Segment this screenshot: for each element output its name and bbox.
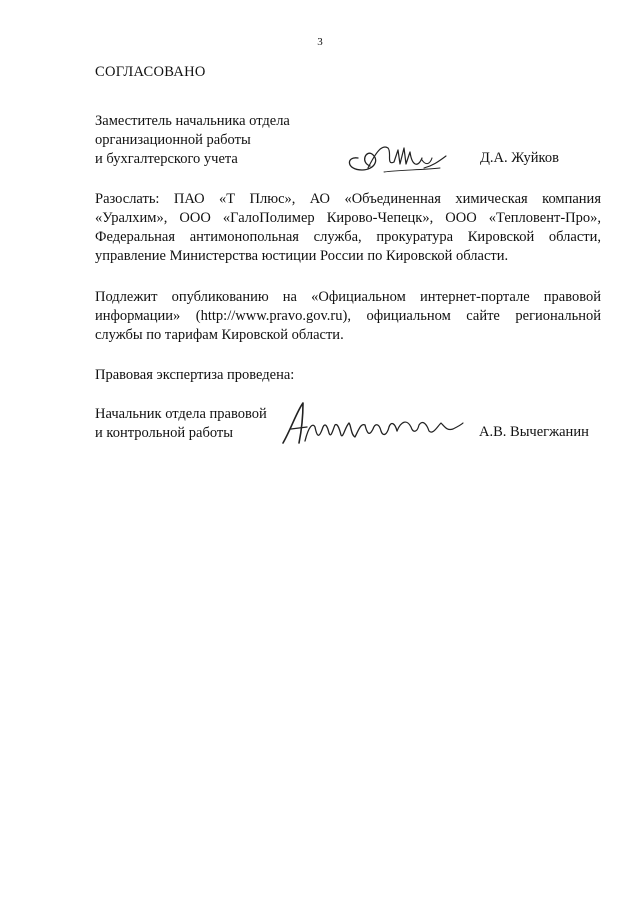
legal-review-statement: Правовая экспертиза проведена: — [95, 367, 295, 383]
approver-position-line: и бухгалтерского учета — [95, 151, 238, 167]
legal-signature-block — [95, 405, 605, 465]
approval-heading: СОГЛАСОВАНО — [95, 64, 206, 80]
handwritten-signature-icon — [277, 399, 467, 449]
legal-officer-position-line: Начальник отдела правовой — [95, 406, 267, 422]
legal-officer-position-line: и контрольной работы — [95, 425, 233, 441]
page-number: 3 — [317, 36, 323, 48]
publication-notice: Подлежит опубликованию на «Официальном интернет-портале правовой информации» (http://www.pravo.gov.ru), официальном сайте региональной службы по тарифам Кировской области. — [95, 289, 601, 343]
approval-signature-block — [95, 112, 605, 172]
legal-officer-position — [95, 405, 295, 443]
legal-officer-name: А.В. Вычегжанин — [479, 424, 589, 440]
approver-position-line: организационной работы — [95, 132, 251, 148]
approver-position-line: Заместитель начальника отдела — [95, 113, 290, 129]
approver-name: Д.А. Жуйков — [480, 150, 559, 166]
distribution-list: Разослать: ПАО «Т Плюс», АО «Объединенная химическая компания «Уралхим», ООО «ГалоПолимер Кирово-Чепецк», ООО «Тепловент-Про», Федеральная антимонопольная служба, прокуратура Кировской области, управление Министерства юстиции России по Кировской области. — [95, 191, 601, 264]
handwritten-signature-icon — [340, 132, 450, 174]
approver-position — [95, 112, 325, 169]
